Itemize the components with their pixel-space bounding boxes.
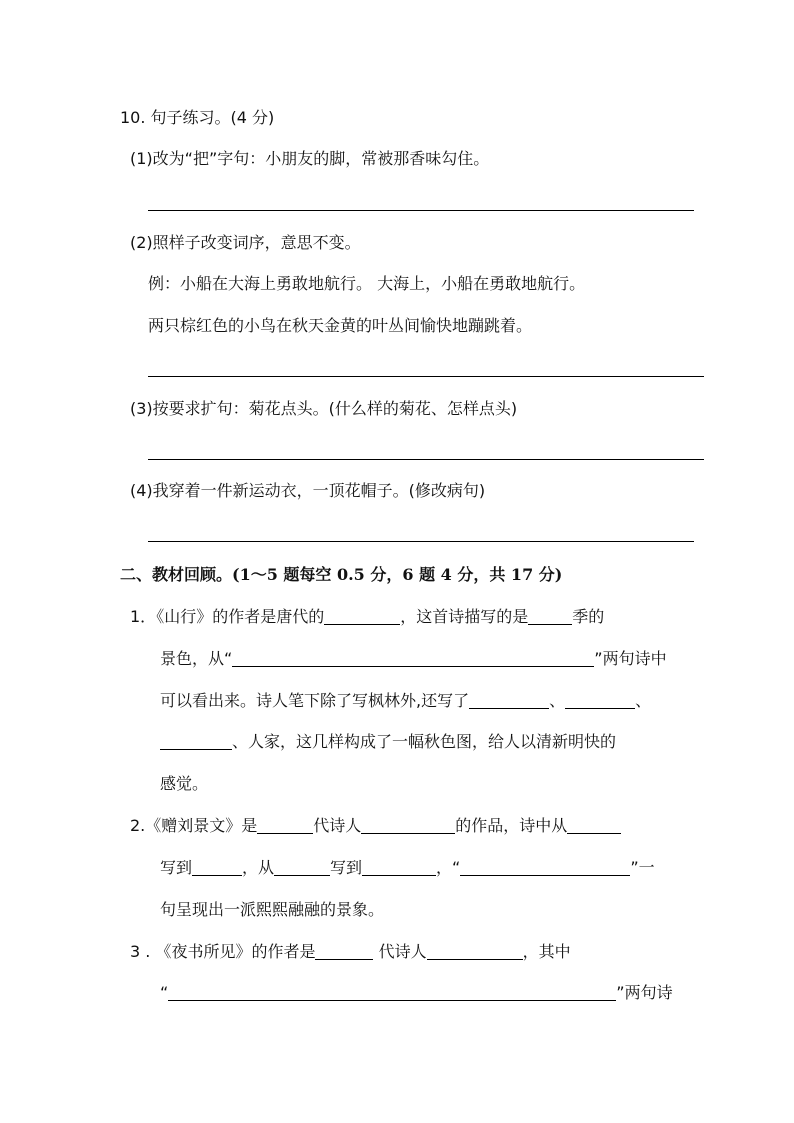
answer-line-4[interactable] — [148, 541, 694, 542]
q10-part1: (1)改为“把”字句：小朋友的脚，常被那香味勾住。 — [130, 149, 490, 168]
q2-blank-from2[interactable] — [274, 859, 330, 876]
q10-part2-sentence: 两只棕红色的小鸟在秋天金黄的叶丛间愉快地蹦跳着。 — [148, 316, 533, 335]
q2-blank-to2[interactable] — [362, 859, 436, 876]
q3-blank-dynasty[interactable] — [315, 943, 373, 960]
q1-line1: 1．《山行》的作者是唐代的 ，这首诗描写的是 季的 — [130, 607, 605, 626]
q10-part3: (3)按要求扩句：菊花点头。(什么样的菊花、怎样点头) — [130, 399, 518, 418]
q2-blank-from[interactable] — [567, 817, 621, 834]
q3-blank-poet[interactable] — [427, 943, 523, 960]
q1-blank-scene1[interactable] — [469, 692, 549, 709]
q2-blank-verse[interactable] — [460, 859, 630, 876]
q3-line2: “ ”两句诗 — [160, 983, 673, 1002]
q3-blank-verses[interactable] — [168, 984, 616, 1001]
q2-line3: 句呈现出一派熙熙融融的景象。 — [160, 900, 385, 919]
q1-blank-author[interactable] — [324, 608, 400, 625]
q10-part4: (4)我穿着一件新运动衣，一顶花帽子。(修改病句) — [130, 481, 486, 500]
q3-line1: 3 . 《夜书所见》的作者是 代诗人 ，其中 — [130, 942, 571, 961]
answer-line-1[interactable] — [148, 210, 694, 211]
answer-line-2[interactable] — [148, 376, 704, 377]
q10-part2: (2)照样子改变词序，意思不变。 — [130, 233, 361, 252]
q1-blank-scene3[interactable] — [160, 733, 232, 750]
q1-line3: 可以看出来。诗人笔下除了写枫林外,还写了 、 、 — [160, 691, 652, 710]
q1-blank-verses[interactable] — [232, 650, 594, 667]
answer-line-3[interactable] — [148, 459, 704, 460]
q2-blank-dynasty[interactable] — [257, 817, 313, 834]
q2-blank-to1[interactable] — [192, 859, 242, 876]
q1-blank-scene2[interactable] — [565, 692, 635, 709]
section2-header: 二、教材回顾。(1～5 题每空 0.5 分，6 题 4 分，共 17 分) — [120, 565, 563, 584]
q10-part2-example: 例：小船在大海上勇敢地航行。 大海上，小船在勇敢地航行。 — [148, 274, 586, 293]
q1-line2: 景色，从“ ”两句诗中 — [160, 649, 667, 668]
q2-line2: 写到 ，从 写到 ，“ ”一 — [160, 858, 655, 877]
q1-blank-season[interactable] — [528, 608, 572, 625]
q1-line4: 、人家，这几样构成了一幅秋色图，给人以清新明快的 — [160, 731, 616, 753]
q2-blank-poet[interactable] — [361, 817, 455, 834]
q10-header: 10. 句子练习。(4 分) — [120, 108, 275, 127]
q2-line1: 2.《赠刘景文》是 代诗人 的作品，诗中从 — [130, 815, 621, 837]
q1-line5: 感觉。 — [160, 774, 209, 793]
